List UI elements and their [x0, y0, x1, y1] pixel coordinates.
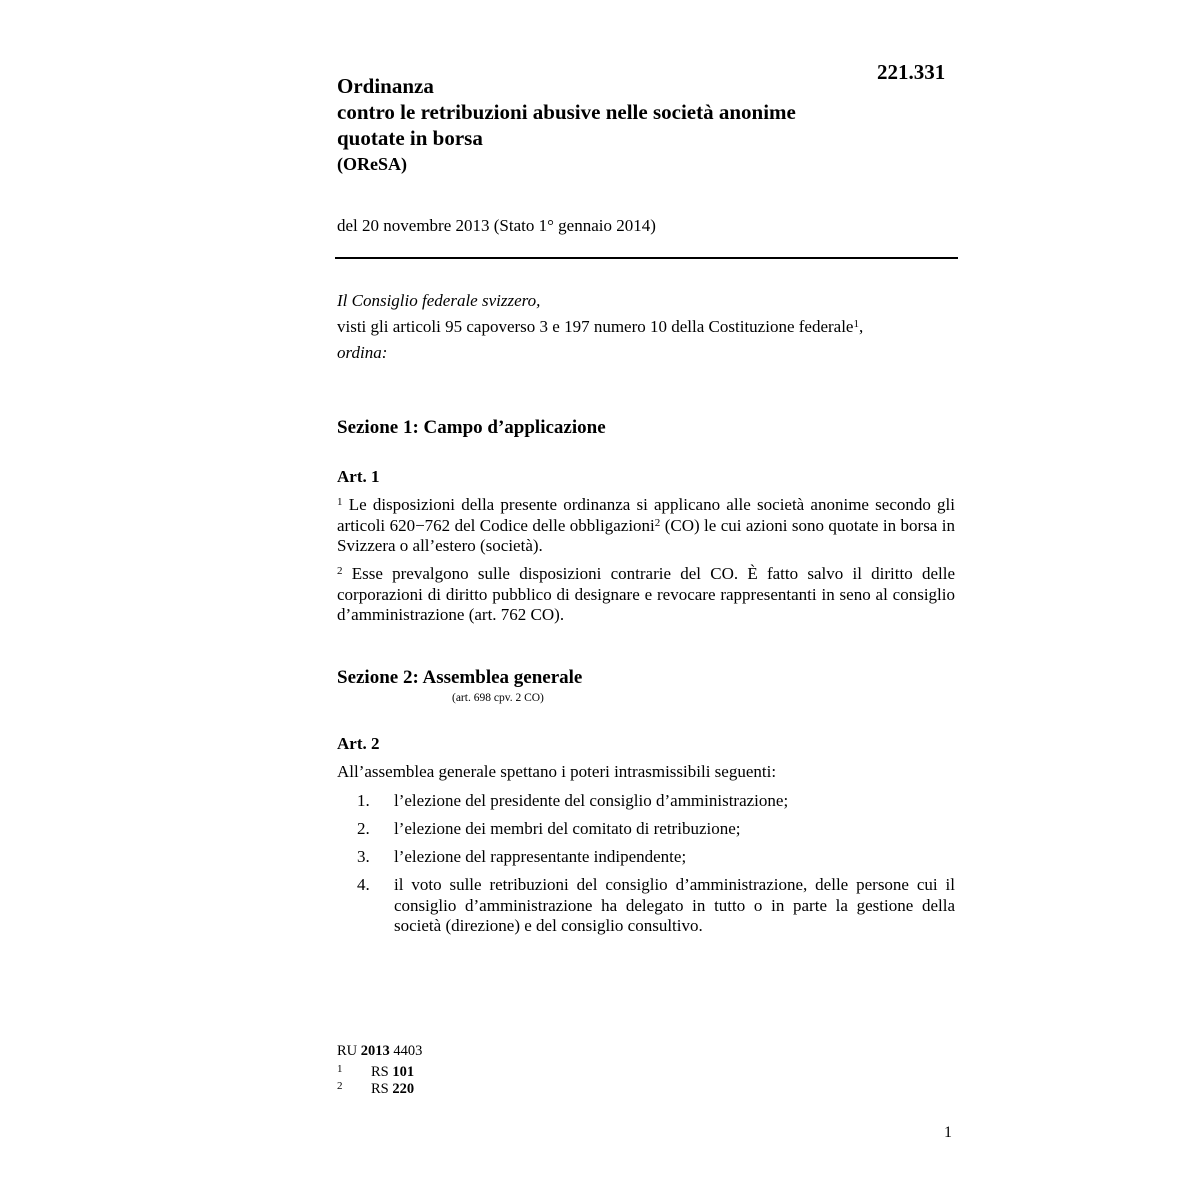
sr-number: 221.331 [877, 60, 946, 84]
preamble [337, 288, 957, 366]
paragraph-text: Le disposizioni della presente ordinanza si applicano alle società anonime secondo gli articoli 620−762 del Codice delle obbligazioni [337, 495, 956, 535]
ru-prefix: RU [337, 1043, 358, 1059]
list-item [337, 791, 955, 812]
footnote-prefix: RS [371, 1064, 389, 1080]
section-1-heading: Sezione 1: Campo d’applicazione [337, 417, 606, 438]
list-item-text: l’elezione dei membri del comitato di retribuzione; [394, 819, 741, 838]
title-line-2: contro le retribuzioni abusive nelle società anonime [337, 100, 796, 124]
ru-reference [337, 1043, 422, 1060]
footnote-ref: 101 [392, 1064, 415, 1080]
section-2-reference: (art. 698 cpv. 2 CO) [452, 692, 544, 704]
title-line-1: Ordinanza [337, 74, 434, 98]
paragraph-number: 1 [337, 496, 343, 508]
footnote-number: 2 [337, 1080, 343, 1092]
footnote-1 [337, 1064, 414, 1080]
ru-page: 4403 [393, 1043, 423, 1059]
title-line-3: quotate in borsa [337, 126, 483, 150]
document-title [337, 73, 937, 151]
footnote-prefix: RS [371, 1081, 389, 1097]
list-item-number: 3. [357, 847, 370, 866]
footnote-2 [337, 1081, 414, 1097]
list-item [337, 847, 955, 868]
footnote-number: 1 [337, 1063, 343, 1075]
list-item-number: 2. [357, 819, 370, 838]
preamble-basis-end: , [858, 317, 864, 336]
footnote-ref: 220 [392, 1081, 415, 1097]
art-1-paragraph-1 [337, 495, 955, 557]
paragraph-number: 2 [337, 565, 343, 577]
list-item-text: l’elezione del rappresentante indipendente; [394, 847, 687, 866]
list-item-text: il voto sulle retribuzioni del consiglio d’amministrazione, delle persone cui il consiglio d’amministrazione ha delegato in tutto o in parte la gestione della società (direzione) e del consiglio consultivo. [394, 875, 955, 935]
header-divider [335, 257, 958, 259]
ru-year: 2013 [360, 1043, 390, 1059]
document-abbreviation: (OReSA) [337, 154, 407, 174]
paragraph-text-cont: (CO) le cui azioni sono quotate in borsa in Svizzera o all’estero (società). [337, 515, 955, 555]
preamble-basis [337, 314, 957, 340]
preamble-basis-text: visti gli articoli 95 capoverso 3 e 197 numero 10 della Costituzione federale [337, 317, 854, 336]
preamble-enacting: ordina: [337, 343, 388, 362]
art-1-title: Art. 1 [337, 467, 380, 486]
list-item-number: 1. [357, 791, 370, 810]
section-2-heading: Sezione 2: Assemblea generale [337, 667, 583, 688]
art-2-title: Art. 2 [337, 734, 380, 753]
footnote-ref-2[interactable]: 2 [654, 516, 661, 529]
date-line: del 20 novembre 2013 (Stato 1° gennaio 2014) [337, 216, 656, 235]
page-number: 1 [944, 1124, 952, 1141]
footnote-ref-1[interactable]: 1 [853, 318, 859, 330]
paragraph-text: Esse prevalgono sulle disposizioni contrarie del CO. È fatto salvo il diritto delle corporazioni di diritto pubblico di designare e revocare rappresentanti in seno al consiglio d’amministrazione (art. 762 CO). [337, 564, 956, 624]
art-2-intro: All’assemblea generale spettano i poteri intrasmissibili seguenti: [337, 762, 777, 781]
art-1-paragraph-2 [337, 564, 955, 626]
preamble-authority: Il Consiglio federale svizzero, [337, 291, 541, 310]
list-item-text: l’elezione del presidente del consiglio d’amministrazione; [394, 791, 789, 810]
list-item [337, 875, 955, 937]
list-item [337, 819, 955, 840]
list-item-number: 4. [357, 875, 370, 894]
